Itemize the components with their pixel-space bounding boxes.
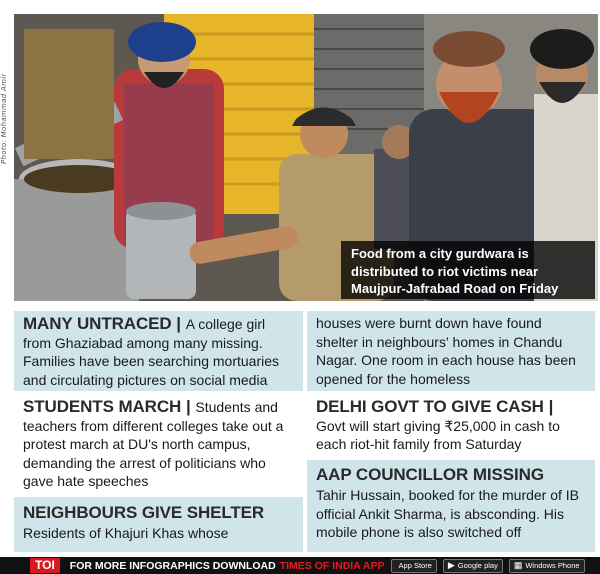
google-play-icon: ▶ [447,560,455,570]
section-many-untraced: MANY UNTRACED | A college girl from Ghaziabad among many missing. Families have been searching mortuaries and circulating pictures on social media [14,311,303,391]
section-body: Tahir Hussain, booked for the murder of IB official Ankit Sharma, is absconding. His mobile phone is also switched off [316,487,580,540]
badge-label: Windows Phone [525,561,580,570]
google-play-badge[interactable] [443,559,503,573]
footer-promo-text: FOR MORE INFOGRAPHICS DOWNLOAD [69,559,276,572]
windows-icon: ▦ [513,560,523,570]
windows-phone-badge[interactable] [509,559,585,573]
section-body: Residents of Khajuri Khas whose [23,525,229,541]
app-store-badge[interactable] [391,559,437,573]
section-heading: AAP COUNCILLOR MISSING [316,465,544,484]
section-neighbours-shelter-continued [307,311,595,391]
section-students-march: STUDENTS MARCH | Students and teachers from different colleges take out a protest march at DU's north campus, demanding the arrest of politicians who gave hate speeches [14,395,303,495]
photo-credit: Photo: Mohammad Amir [0,73,8,164]
badge-label: Google play [457,561,498,570]
section-heading: NEIGHBOURS GIVE SHELTER [23,503,265,522]
badge-label: App Store [398,561,432,570]
section-body: A college girl from Ghaziabad among many missing. Families have been searching mortuaries and circulating pictures on social media [23,316,280,388]
section-heading: MANY UNTRACED [23,314,172,333]
section-body: Govt will start giving ₹25,000 in cash to each riot-hit family from Saturday [316,417,560,452]
section-heading: DELHI GOVT TO GIVE CASH [316,397,544,416]
news-photo [14,14,598,301]
photo-caption: Food from a city gurdwara is distributed to riot victims near Maujpur-Jafrabad Road on Friday [341,241,595,299]
footer-app-name: TIMES OF INDIA APP [279,559,385,572]
section-heading: STUDENTS MARCH [23,397,182,416]
section-delhi-govt: DELHI GOVT TO GIVE CASH | Govt will start giving ₹25,000 in cash to each riot-hit family from Saturday [307,395,595,457]
toi-logo: TOI [30,558,60,573]
section-body-continued: houses were burnt down have found shelter in neighbours' homes in Chandu Nagar. One room in each house has been opened for the homeless [316,315,576,387]
footer-bar [0,557,600,574]
section-aap-councillor [307,460,595,552]
section-neighbours-shelter [14,497,303,552]
section-body: Students and teachers from different colleges take out a protest march at DU's north campus, demanding the arrest of politicians who gave hate speeches [23,399,284,489]
